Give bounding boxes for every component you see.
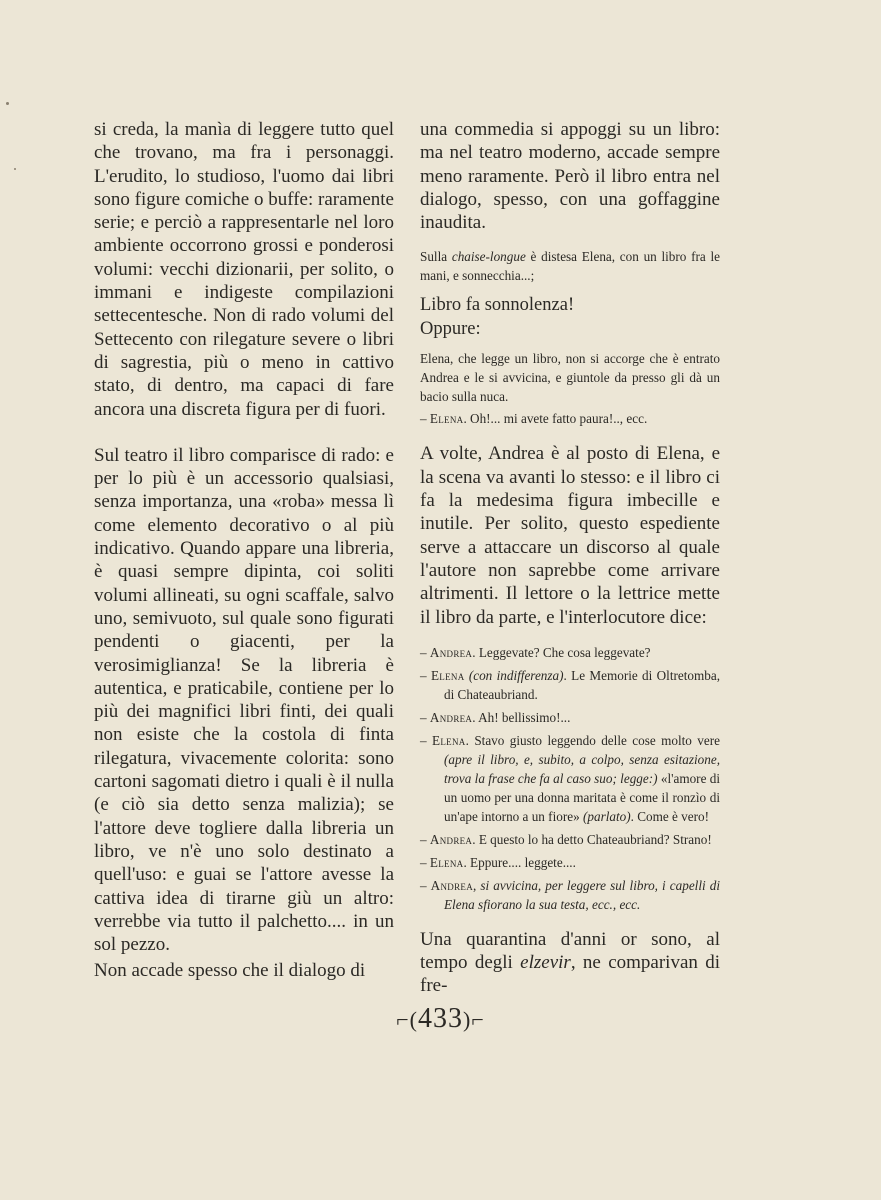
speaker-name: Elena	[429, 411, 464, 427]
dialogue-line-5: – Andrea. E questo lo ha detto Chateaubriand? Strano!	[420, 831, 712, 847]
dialogue-line-6: – Elena. Eppure.... leggete....	[420, 854, 576, 870]
dialogue-text: . Stavo giusto leggendo delle cose molto vere	[465, 732, 721, 748]
page-number-text: 433	[418, 1003, 463, 1034]
speaker-name: Andrea	[430, 877, 473, 893]
right-paragraph-1: una commedia si appoggi su un libro: ma nel teatro moderno, accade sempre meno raramente. Però il libro entra nel dialogo, spesso, con una goffaggine inaudita.	[420, 119, 720, 234]
dialogue-text: «l'amore di un uomo per una donna maritata è come il ronzìo di un'ape intorno a un fiore»	[444, 770, 720, 824]
right-column	[420, 118, 720, 998]
dialogue-text: . Eppure.... leggete....	[463, 854, 576, 870]
right-paragraph-3	[420, 928, 720, 998]
stage-direction-1-start: Sulla	[420, 249, 452, 265]
speaker-name: Elena	[429, 854, 464, 870]
paragraph-end: , ne comparivan di fre-	[420, 952, 720, 997]
stage-direction-1-end: è distesa Elena, con un libro fra le mani, e sonnecchia...;	[420, 249, 720, 284]
page-number	[0, 1003, 881, 1035]
paper-speck	[14, 168, 16, 170]
ornament-right: )⌐	[463, 1007, 485, 1032]
dash: –	[420, 411, 430, 427]
stage-direction-2: Elena, che legge un libro, non si accorge che è entrato Andrea e le si avvicina, e giuntole da presso gli dà un bacio sulla nuca.	[420, 351, 720, 405]
ornament-left: ⌐(	[396, 1007, 418, 1032]
dialogue-line-3: – Andrea. Ah! bellissimo!...	[420, 709, 571, 725]
dialogue-emphasis: (apre il libro, e, subito, a colpo, senza esitazione, trova la frase che fa al caso suo; legge:)	[444, 751, 720, 786]
stage-direction-1-emphasis: chaise-longue	[451, 249, 526, 265]
speaker-name: Andrea	[429, 831, 473, 847]
quote-line-2: Oppure:	[420, 319, 481, 340]
dialogue-block	[420, 643, 720, 914]
right-paragraph-2: A volte, Andrea è al posto di Elena, e la scena va avanti lo stesso: e il libro ci fa la medesima figura imbecille e inutile. Per solito, questo espediente serve a attaccare un discorso al quale l'autore non saprebbe come arrivare altrimenti. Il lettore o la lettrice mette il libro da parte, e l'interlocutore dice:	[420, 443, 720, 628]
dialogue-emphasis: si avvicina, per leggere sul libro, i capelli di Elena sfiorano la sua testa, ecc., ecc.	[444, 877, 721, 912]
dialogue-text: . Leggevate? Che cosa leggevate?	[472, 644, 651, 660]
stage-direction-1	[420, 247, 720, 285]
dialogue-text: . Oh!... mi avete fatto paura!.., ecc.	[463, 411, 648, 427]
paper-speck	[6, 102, 9, 105]
dialogue-text: . Ah! bellissimo!...	[472, 709, 571, 725]
dialogue-line-1: – Andrea. Leggevate? Che cosa leggevate?	[420, 644, 651, 660]
left-paragraph-3: Non accade spesso che il dialogo di	[94, 960, 366, 982]
left-paragraph-2: Sul teatro il libro comparisce di rado: e per lo più è un accessorio qualsiasi, senza importanza, una «roba» messa lì come elemento decorativo o al più indicativo. Quando appare una libreria, è quasi sempre dipinta, coi soliti volumi allineati, su ogni scaffale, salvo uno, semivuoto, sul quale sono figurati pendenti o giacenti, per la verosimiglianza! Se la libreria è autentica, e praticabile, contiene per lo più dei magnifici libri finti, dei quali non esiste che la costola di finta rilegatura, vivacemente colorita: sono cartoni sagomati dietro i quali è il nulla (e ciò sia detto senza malizia); se l'attore deve togliere dalla libreria un libro, ve n'è uno solo destinato a quell'uso: e guai se l'attore avesse la cattiva idea di tirarne giù un altro: verrebbe via tutto il palchetto.... in un sol pezzo.	[94, 444, 394, 956]
dialogue-text: . Come è vero!	[630, 808, 709, 824]
stage-direction-3	[420, 409, 720, 428]
speaker-name: Andrea	[429, 644, 473, 660]
dialogue-text: . E questo lo ha detto Chateaubriand? Strano!	[472, 831, 712, 847]
quote-line-1: Libro fa sonnolenza!	[420, 295, 575, 316]
left-column	[94, 118, 394, 983]
dialogue-line-2: – Elena (con indifferenza). Le Memorie di Oltretomba, di Chateaubriand.	[420, 667, 721, 702]
dialogue-emphasis: (parlato)	[582, 808, 631, 824]
dialogue-text: . Le Memorie di Oltretomba, di Chateaubriand.	[444, 667, 721, 702]
dialogue-emphasis: (con indifferenza)	[468, 667, 564, 683]
paragraph-emphasis: elzevir	[520, 952, 571, 974]
dialogue-text: ,	[473, 877, 481, 893]
speaker-name: Andrea	[429, 709, 473, 725]
speaker-name: Elena	[430, 667, 465, 683]
paragraph-start: Una quarantina d'anni or sono, al tempo degli	[420, 928, 720, 974]
dialogue-line-7: – Andrea, si avvicina, per leggere sul libro, i capelli di Elena sfiorano la sua testa, ecc., ecc.	[420, 877, 721, 912]
dialogue-line-4: – Elena. Stavo giusto leggendo delle cose molto vere (apre il libro, e, subito, a colpo, senza esitazione, trova la frase che fa al caso suo; legge:) «l'amore di un uomo per una donna maritata è come il ronzìo di un'ape intorno a un fiore» (parlato). Come è vero!	[420, 732, 721, 824]
speaker-name: Elena	[432, 732, 466, 748]
left-paragraph-1: si creda, la manìa di leggere tutto quel che trovano, ma fra i personaggi. L'erudito, lo studioso, l'uomo dai libri sono figure comiche o buffe: raramente serie; e perciò a rappresentarle nel loro ambiente occorrono grossi e ponderosi volumi: vecchi dizionarii, per solito, o immani e indigeste compilazioni settecentesche. Non di rado volumi del Settecento con rilegature severe o libri di sagrestia, più o meno in cattivo stato, di dentro, ma capaci di fare ancora una discreta figura per di fuori.	[94, 119, 394, 420]
